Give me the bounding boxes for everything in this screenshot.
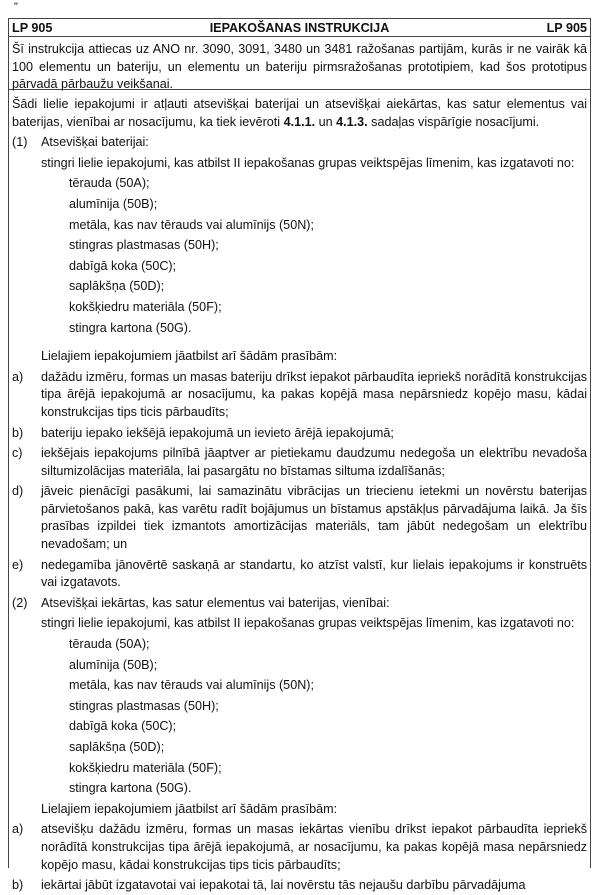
material-item: alumīnija (50B); — [69, 657, 158, 672]
quote-mark: " — [14, 1, 18, 13]
material-item: kokšķiedru materiāla (50F); — [69, 299, 222, 314]
requirement-text: iekārtai jābūt izgatavotai vai iepakotai tā, lai novērstu tās nejaušu darbību pārvadājuma — [41, 878, 526, 893]
requirement-item — [12, 369, 587, 422]
material-item: metāla, kas nav tērauds vai alumīnijs (50N); — [69, 217, 314, 232]
section-heading — [12, 595, 587, 613]
material-item: alumīnija (50B); — [69, 196, 158, 211]
header-title: IEPAKOŠANAS INSTRUKCIJA — [209, 20, 390, 35]
requirement-label: a) — [12, 822, 24, 837]
section-1 — [12, 134, 587, 592]
header-code-left: LP 905 — [12, 20, 53, 35]
section-ref-4-1-3: 4.1.3. — [336, 114, 368, 129]
requirement-item — [12, 445, 587, 480]
lead-paragraph — [12, 96, 587, 131]
material-item: tērauda (50A); — [69, 176, 150, 191]
material-item: saplākšņa (50D); — [69, 740, 165, 754]
material-item: metāla, kas nav tērauds vai alumīnijs (50N); — [69, 678, 314, 693]
material-item: stingra kartona (50G). — [69, 781, 192, 796]
requirements-intro: Lielajiem iepakojumiem jāatbilst arī šādām prasībām: — [41, 801, 338, 816]
section-title: Atsevišķai baterijai: — [41, 135, 149, 150]
requirement-label: b) — [12, 425, 24, 440]
lead-text: un — [315, 114, 337, 129]
requirement-label: a) — [12, 369, 24, 384]
packing-instruction-box — [8, 18, 591, 893]
section-title: Atsevišķai iekārtas, kas satur elementus vai baterijas, vienībai: — [41, 595, 390, 610]
lead-text: sadaļas vispārīgie nosacījumi. — [367, 114, 540, 129]
requirement-item — [12, 425, 587, 443]
section-ref-4-1-1: 4.1.1. — [283, 114, 316, 129]
requirement-item — [12, 557, 587, 592]
lead-text: Šādi lielie iepakojumi ir atļauti atsevišķai baterijai un atsevišķai aiekārtas, kas satur elementus vai baterijas, vienībai ar nosacījumu, ka tiek ievēroti — [12, 97, 587, 129]
packaging-intro: stingri lielie iepakojumi, kas atbilst II iepakošanas grupas veiktspējas līmenim, kas izgatavoti no: — [41, 155, 575, 170]
requirement-label: c) — [12, 446, 23, 461]
requirement-text: atsevišķu dažādu izmēru, formas un masas iekārtas vienību drīkst iepakot pārbaudīta iepriekš norādītā konstrukcijas tipa ārējā iepakojumā, ar nosacījumu, ka pakas kopējā masa nepārsniedz kopējo masu, kādai konstrukcijas tips ticis pārbaudīts; — [41, 822, 587, 872]
material-item: stingras plastmasas (50H); — [69, 238, 219, 253]
requirement-item — [12, 483, 587, 553]
requirement-item — [12, 821, 587, 874]
section-number: (2) — [12, 595, 28, 610]
requirement-text: iekšējais iepakojums pilnībā jāaptver ar pietiekamu daudzumu nedegoša un elektrību nevadoša siltumizolācijas materiāla, lai pasargātu no bīstamas siltuma izdalīšanās; — [41, 446, 587, 478]
material-item: tērauda (50A); — [69, 637, 150, 652]
section-number: (1) — [12, 135, 28, 150]
section-heading — [12, 134, 587, 152]
material-item: saplākšņa (50D); — [69, 279, 165, 294]
requirements-intro: Lielajiem iepakojumiem jāatbilst arī šādām prasībām: — [41, 349, 338, 364]
section-2 — [12, 595, 587, 895]
packaging-intro: stingri lielie iepakojumi, kas atbilst II iepakošanas grupas veiktspējas līmenim, kas izgatavoti no: — [41, 616, 575, 631]
material-item: stingras plastmasas (50H); — [69, 698, 219, 713]
material-item: dabīgā koka (50C); — [69, 719, 177, 734]
instruction-header — [9, 19, 590, 37]
header-code-right: LP 905 — [546, 20, 587, 35]
requirement-label: e) — [12, 557, 24, 572]
requirement-item — [12, 877, 587, 895]
material-item: dabīgā koka (50C); — [69, 258, 177, 273]
requirement-label: d) — [12, 484, 24, 499]
instruction-body — [9, 90, 590, 895]
material-item: stingra kartona (50G). — [69, 320, 192, 335]
requirement-text: jāveic pienācīgi pasākumi, lai samazinātu vibrācijas un triecienu ietekmi un novērstu baterijas pārvietošanos pakā, kas varētu radīt bojājumus un bīstamus apstākļus pārvadājuma laikā. Ja šīs prasības izpildei tiek izmantots amortizācijas materiāls, tam jābūt nedegošam un elektrību nevadošam; un — [41, 484, 587, 552]
requirement-text: bateriju iepako iekšējā iepakojumā un ievieto ārējā iepakojumā; — [41, 425, 394, 440]
requirement-text: nedegamība jānovērtē saskaņā ar standartu, ko atzīst valstī, kur lielais iepakojums ir konstruēts vai izgatavots. — [41, 557, 587, 590]
scope-paragraph: Šī instrukcija attiecas uz ANO nr. 3090, 3091, 3480 un 3481 ražošanas partijām, kurās ir ne vairāk kā 100 elementu un bateriju, un elementu un bateriju pirmsražošanas prototipiem, kad šos prototipus pārvadā pārbaužu veikšanai. — [9, 37, 590, 90]
material-item: kokšķiedru materiāla (50F); — [69, 760, 222, 775]
requirement-label: b) — [12, 878, 24, 893]
requirement-text: dažādu izmēru, formas un masas bateriju drīkst iepakot pārbaudīta iepriekš norādītā konstrukcijas tipa ārējā iepakojumā ar nosacījumu, ka pakas kopējā masa nepārsniedz kopējo masu, kādai konstrukcijas tips ticis pārbaudīts; — [41, 369, 588, 419]
